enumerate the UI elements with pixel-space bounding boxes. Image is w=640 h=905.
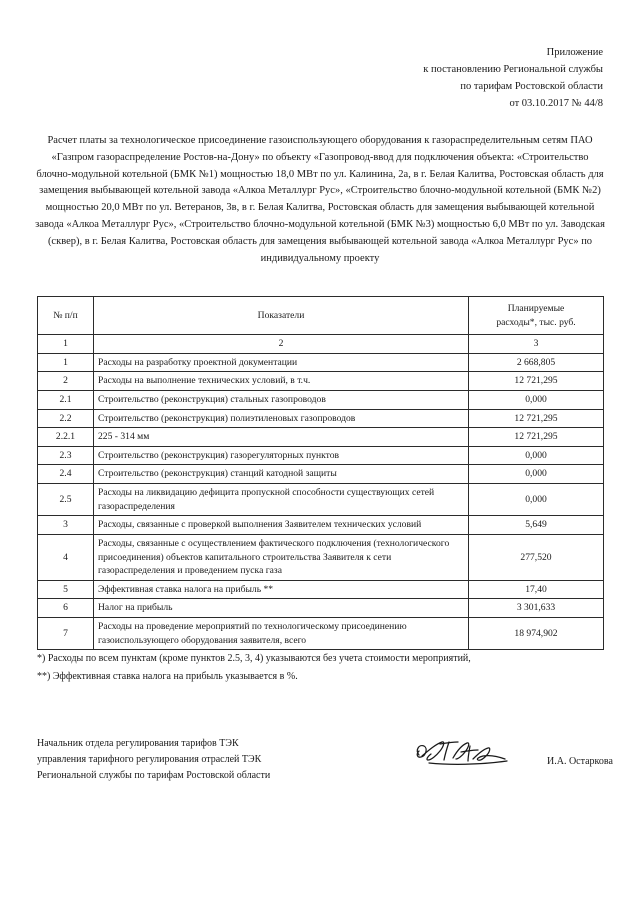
row-number: 7	[38, 617, 94, 649]
table-row	[38, 599, 604, 618]
appendix-region-line: по тарифам Ростовской области	[460, 81, 603, 92]
row-description: Расходы на проведение мероприятий по технологическому присоединению газоиспользующего оборудования заявителя, всего	[94, 617, 469, 649]
table-row	[38, 353, 604, 372]
table-row	[38, 372, 604, 391]
table-row	[38, 484, 604, 516]
row-description: Расходы на выполнение технических условий, в т.ч.	[94, 372, 469, 391]
footnotes-block	[37, 650, 597, 685]
row-description: Расходы на ликвидацию дефицита пропускной способности существующих сетей газораспределения	[94, 484, 469, 516]
row-number: 2.3	[38, 446, 94, 465]
row-number: 2.2.1	[38, 428, 94, 447]
row-number: 2	[38, 372, 94, 391]
table-row	[38, 516, 604, 535]
page-title: Расчет платы за технологическое присоединение газоиспользующего оборудования к газораспределительным сетям ПАО «Газпром газораспределение Ростов-на-Дону» по объекту «Газопровод-ввод для подключения объекта: «Строительство блочно-модульной котельной (БМК №1) мощностью 18,0 МВт по ул. Калинина, 2а, в г. Белая Калитва, Ростовская область для замещения выбывающей котельной завода «Алкоа Металлург Рус», «Строительство блочно-модульной котельной (БМК №2) мощностью 20,0 МВт по ул. Ветеранов, 3в, в г. Белая Калитва, Ростовская область для замещения выбывающей котельной завода «Алкоа Металлург Рус», «Строительство блочно-модульной котельной (БМК №3) мощностью 6,0 МВт по ул. Заводская (сквер), в г. Белая Калитва, Ростовская область для замещения выбывающей котельной завода «Алкоа Металлург Рус» по индивидуальному проекту	[35, 135, 605, 264]
row-description: Строительство (реконструкция) полиэтиленовых газопроводов	[94, 409, 469, 428]
row-value: 0,000	[469, 391, 604, 410]
row-value: 12 721,295	[469, 372, 604, 391]
table-row	[38, 391, 604, 410]
appendix-authority-line: к постановлению Региональной службы	[423, 64, 603, 75]
row-value: 12 721,295	[469, 428, 604, 447]
appendix-label: Приложение	[546, 47, 603, 58]
footnote-double-asterisk: **) Эффективная ставка налога на прибыль указывается в %.	[37, 670, 298, 682]
column-header-planned-costs-line1: Планируемые	[507, 303, 565, 314]
row-number: 2.2	[38, 409, 94, 428]
handwritten-signature-icon	[409, 738, 529, 772]
table-row	[38, 580, 604, 599]
row-value: 277,520	[469, 534, 604, 580]
row-description: Строительство (реконструкция) станций катодной защиты	[94, 465, 469, 484]
row-number: 1	[38, 353, 94, 372]
column-header-planned-costs	[469, 297, 604, 335]
column-index-1: 1	[38, 335, 94, 354]
row-value: 0,000	[469, 484, 604, 516]
table-row	[38, 446, 604, 465]
footnote-single-asterisk: *) Расходы по всем пунктам (кроме пунктов 2.5, 3, 4) указываются без учета стоимости мероприятий,	[37, 653, 471, 664]
calculation-table	[37, 296, 604, 650]
column-index-2: 2	[94, 335, 469, 354]
signatory-position	[37, 736, 367, 783]
row-number: 6	[38, 599, 94, 618]
row-value: 3 301,633	[469, 599, 604, 618]
row-description: Расходы, связанные с осуществлением фактического подключения (технологического присоединения) объектов капитального строительства Заявителя к сети газораспределения и проведением пуска газа	[94, 534, 469, 580]
signatory-name: И.А. Остаркова	[547, 756, 613, 767]
signatory-position-line1: Начальник отдела регулирования тарифов ТЭК	[37, 738, 239, 749]
row-number: 2.5	[38, 484, 94, 516]
column-header-number: № п/п	[38, 297, 94, 335]
row-number: 2.4	[38, 465, 94, 484]
column-header-indicator: Показатели	[94, 297, 469, 335]
column-header-planned-costs-line2: расходы*, тыс. руб.	[496, 316, 576, 328]
table-header-row	[38, 297, 604, 335]
table-row	[38, 465, 604, 484]
table-column-index-row	[38, 335, 604, 354]
row-number: 5	[38, 580, 94, 599]
row-value: 2 668,805	[469, 353, 604, 372]
row-value: 5,649	[469, 516, 604, 535]
row-description: Расходы, связанные с проверкой выполнения Заявителем технических условий	[94, 516, 469, 535]
row-description: Расходы на разработку проектной документации	[94, 353, 469, 372]
column-index-3: 3	[469, 335, 604, 354]
row-description: Эффективная ставка налога на прибыль **	[94, 580, 469, 599]
row-value: 17,40	[469, 580, 604, 599]
table-row	[38, 428, 604, 447]
row-number: 2.1	[38, 391, 94, 410]
row-value: 0,000	[469, 465, 604, 484]
row-description: Строительство (реконструкция) газорегуляторных пунктов	[94, 446, 469, 465]
signatory-position-line3: Региональной службы по тарифам Ростовской области	[37, 769, 271, 781]
row-number: 4	[38, 534, 94, 580]
appendix-reference-block	[273, 44, 603, 112]
row-description: 225 - 314 мм	[94, 428, 469, 447]
row-value: 0,000	[469, 446, 604, 465]
table-row	[38, 409, 604, 428]
row-value: 12 721,295	[469, 409, 604, 428]
row-description: Налог на прибыль	[94, 599, 469, 618]
row-description: Строительство (реконструкция) стальных газопроводов	[94, 391, 469, 410]
appendix-date-number: от 03.10.2017 № 44/8	[509, 98, 603, 109]
table-row	[38, 534, 604, 580]
table-row	[38, 617, 604, 649]
table-body	[38, 335, 604, 650]
calculation-table-wrapper	[37, 296, 603, 650]
row-number: 3	[38, 516, 94, 535]
row-value: 18 974,902	[469, 617, 604, 649]
signatory-position-line2: управления тарифного регулирования отраслей ТЭК	[37, 753, 262, 765]
